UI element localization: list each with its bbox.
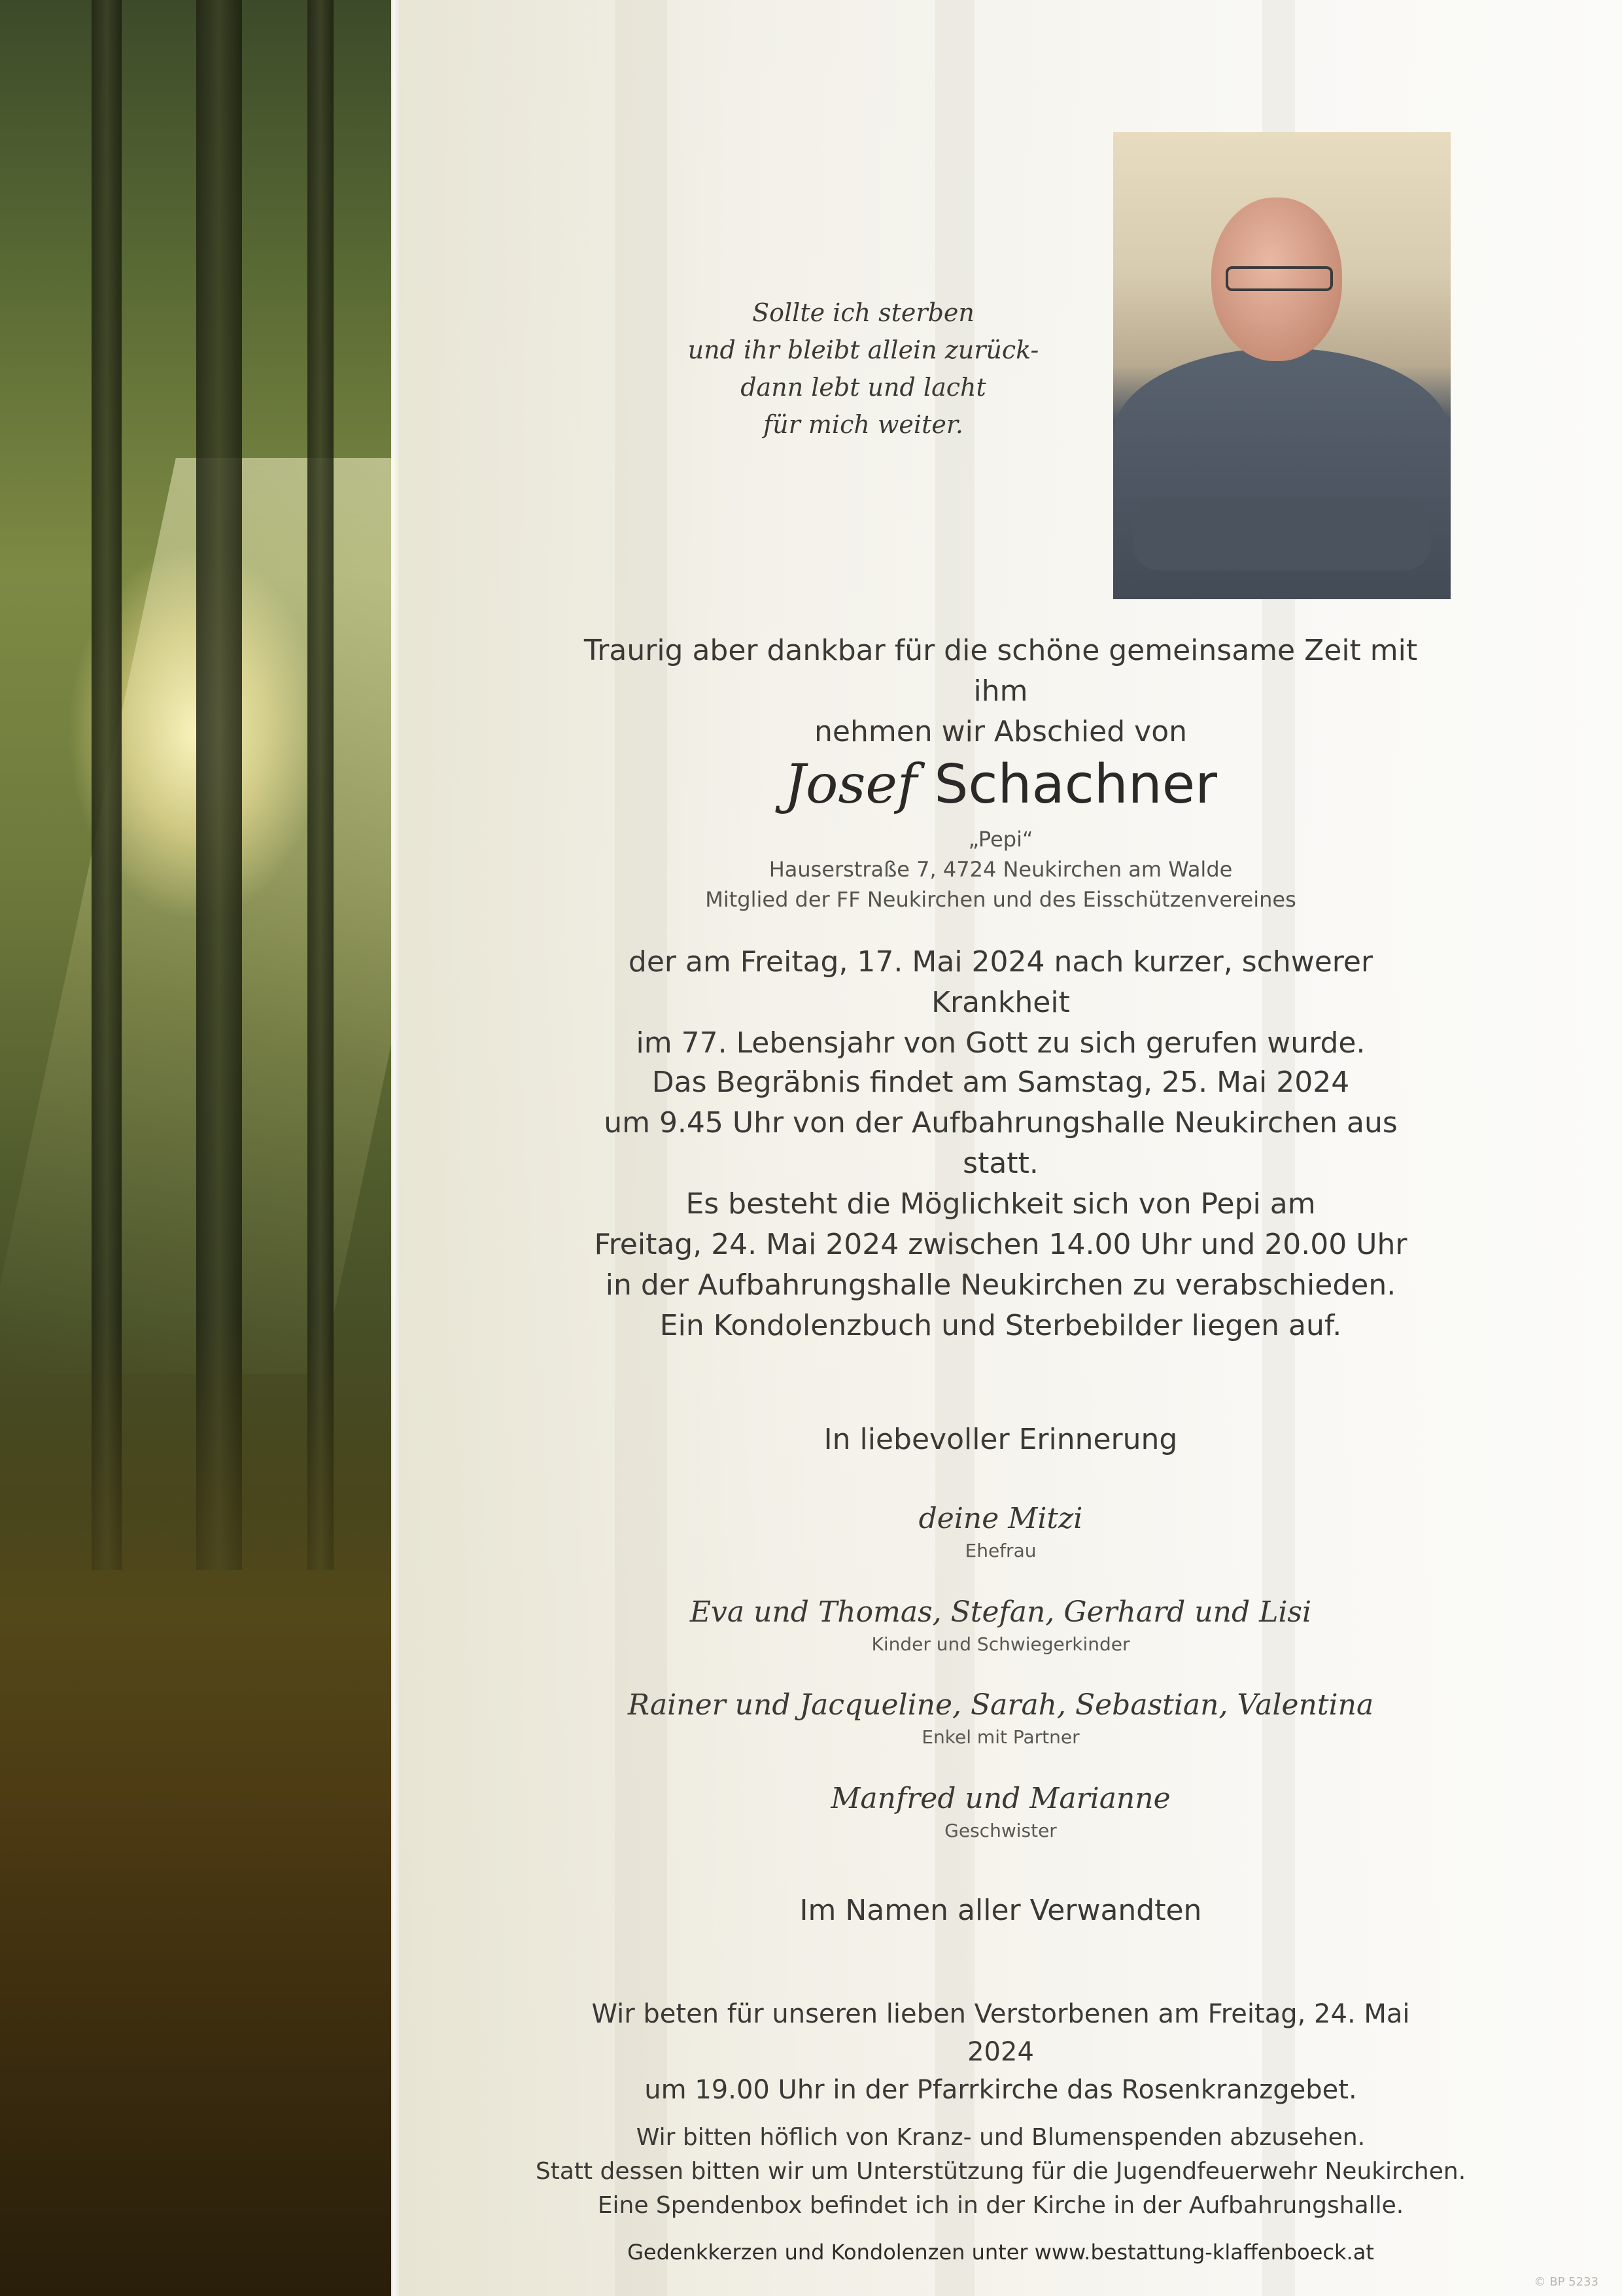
family-names: deine Mitzi: [918, 1502, 1083, 1535]
portrait-photo: [1113, 132, 1451, 599]
family-role: Ehefrau: [965, 1540, 1037, 1561]
last-name: Schachner: [934, 754, 1217, 816]
rosary-prayer: [569, 1995, 1432, 2109]
forest-floor: [0, 1315, 392, 2296]
farewell-line: in der Aufbahrungshalle Neukirchen zu verabschieden.: [605, 1268, 1396, 1302]
first-name: Josef: [784, 754, 918, 816]
death-line: im 77. Lebensjahr von Gott zu sich gerufen wurde.: [636, 1026, 1366, 1060]
family-entry: [569, 1686, 1432, 1750]
donation-request: [504, 2121, 1498, 2223]
family-names: Eva und Thomas, Stefan, Gerhard und Lisi: [689, 1595, 1312, 1629]
funeral-line: um 9.45 Uhr von der Aufbahrungshalle Neukirchen aus statt.: [604, 1106, 1398, 1180]
farewell-info: [569, 1184, 1432, 1346]
request-line: Eine Spendenbox befindet ich in der Kirche in der Aufbahrungshalle.: [597, 2192, 1404, 2219]
copyright-mark: © BP 5233: [1534, 2275, 1598, 2289]
nickname: „Pepi“: [968, 827, 1033, 852]
farewell-line: Freitag, 24. Mai 2024 zwischen 14.00 Uhr und 20.00 Uhr: [594, 1228, 1407, 1261]
farewell-line: Ein Kondolenzbuch und Sterbebilder liegen auf.: [659, 1309, 1342, 1342]
family-entry: [569, 1499, 1432, 1563]
poem-line: dann lebt und lacht: [740, 373, 986, 402]
poem-line: für mich weiter.: [763, 410, 963, 439]
funeral-info: [569, 1062, 1432, 1184]
poem: [680, 294, 1046, 444]
death-notice: [569, 942, 1432, 1064]
poem-line: Sollte ich sterben: [752, 298, 975, 327]
membership: Mitglied der FF Neukirchen und des Eisschützenvereines: [705, 887, 1296, 912]
family-role: Enkel mit Partner: [922, 1726, 1080, 1748]
death-line: der am Freitag, 17. Mai 2024 nach kurzer, schwerer Krankheit: [628, 945, 1373, 1019]
request-line: Statt dessen bitten wir um Unterstützung für die Jugendfeuerwehr Neukirchen.: [535, 2158, 1466, 2185]
family-names: Manfred und Marianne: [831, 1782, 1171, 1815]
memory-heading: In liebevoller Erinnerung: [823, 1423, 1178, 1456]
request-line: Wir bitten höflich von Kranz- und Blumenspenden abzusehen.: [636, 2124, 1366, 2151]
farewell-line: Es besteht die Möglichkeit sich von Pepi am: [685, 1187, 1316, 1221]
address: Hauserstraße 7, 4724 Neukirchen am Walde: [768, 857, 1233, 882]
family-role: Geschwister: [944, 1820, 1057, 1841]
intro-line: nehmen wir Abschied von: [814, 715, 1188, 748]
family-entry: [569, 1779, 1432, 1843]
strip-divider: [391, 0, 399, 2296]
condolence-link[interactable]: Gedenkkerzen und Kondolenzen unter www.bestattung-klaffenboeck.at: [627, 2240, 1374, 2265]
intro-line: Traurig aber dankbar für die schöne gemeinsame Zeit mit ihm: [583, 634, 1418, 708]
family-role: Kinder und Schwiegerkinder: [871, 1633, 1130, 1655]
signoff: Im Namen aller Verwandten: [799, 1894, 1202, 1927]
notice-content: [399, 0, 1622, 2296]
family-entry: [569, 1593, 1432, 1657]
intro-text: [569, 631, 1432, 752]
prayer-line: um 19.00 Uhr in der Pfarrkirche das Rosenkranzgebet.: [644, 2075, 1357, 2105]
funeral-line: Das Begräbnis findet am Samstag, 25. Mai 2024: [651, 1066, 1350, 1099]
prayer-line: Wir beten für unseren lieben Verstorbenen am Freitag, 24. Mai 2024: [591, 1999, 1410, 2067]
portrait-glasses: [1226, 266, 1333, 291]
forest-image-strip: [0, 0, 392, 2296]
poem-line: und ihr bleibt allein zurück-: [687, 336, 1039, 364]
portrait-arms: [1133, 498, 1431, 570]
deceased-name: [569, 752, 1432, 818]
family-names: Rainer und Jacqueline, Sarah, Sebastian, Valentina: [627, 1688, 1374, 1722]
